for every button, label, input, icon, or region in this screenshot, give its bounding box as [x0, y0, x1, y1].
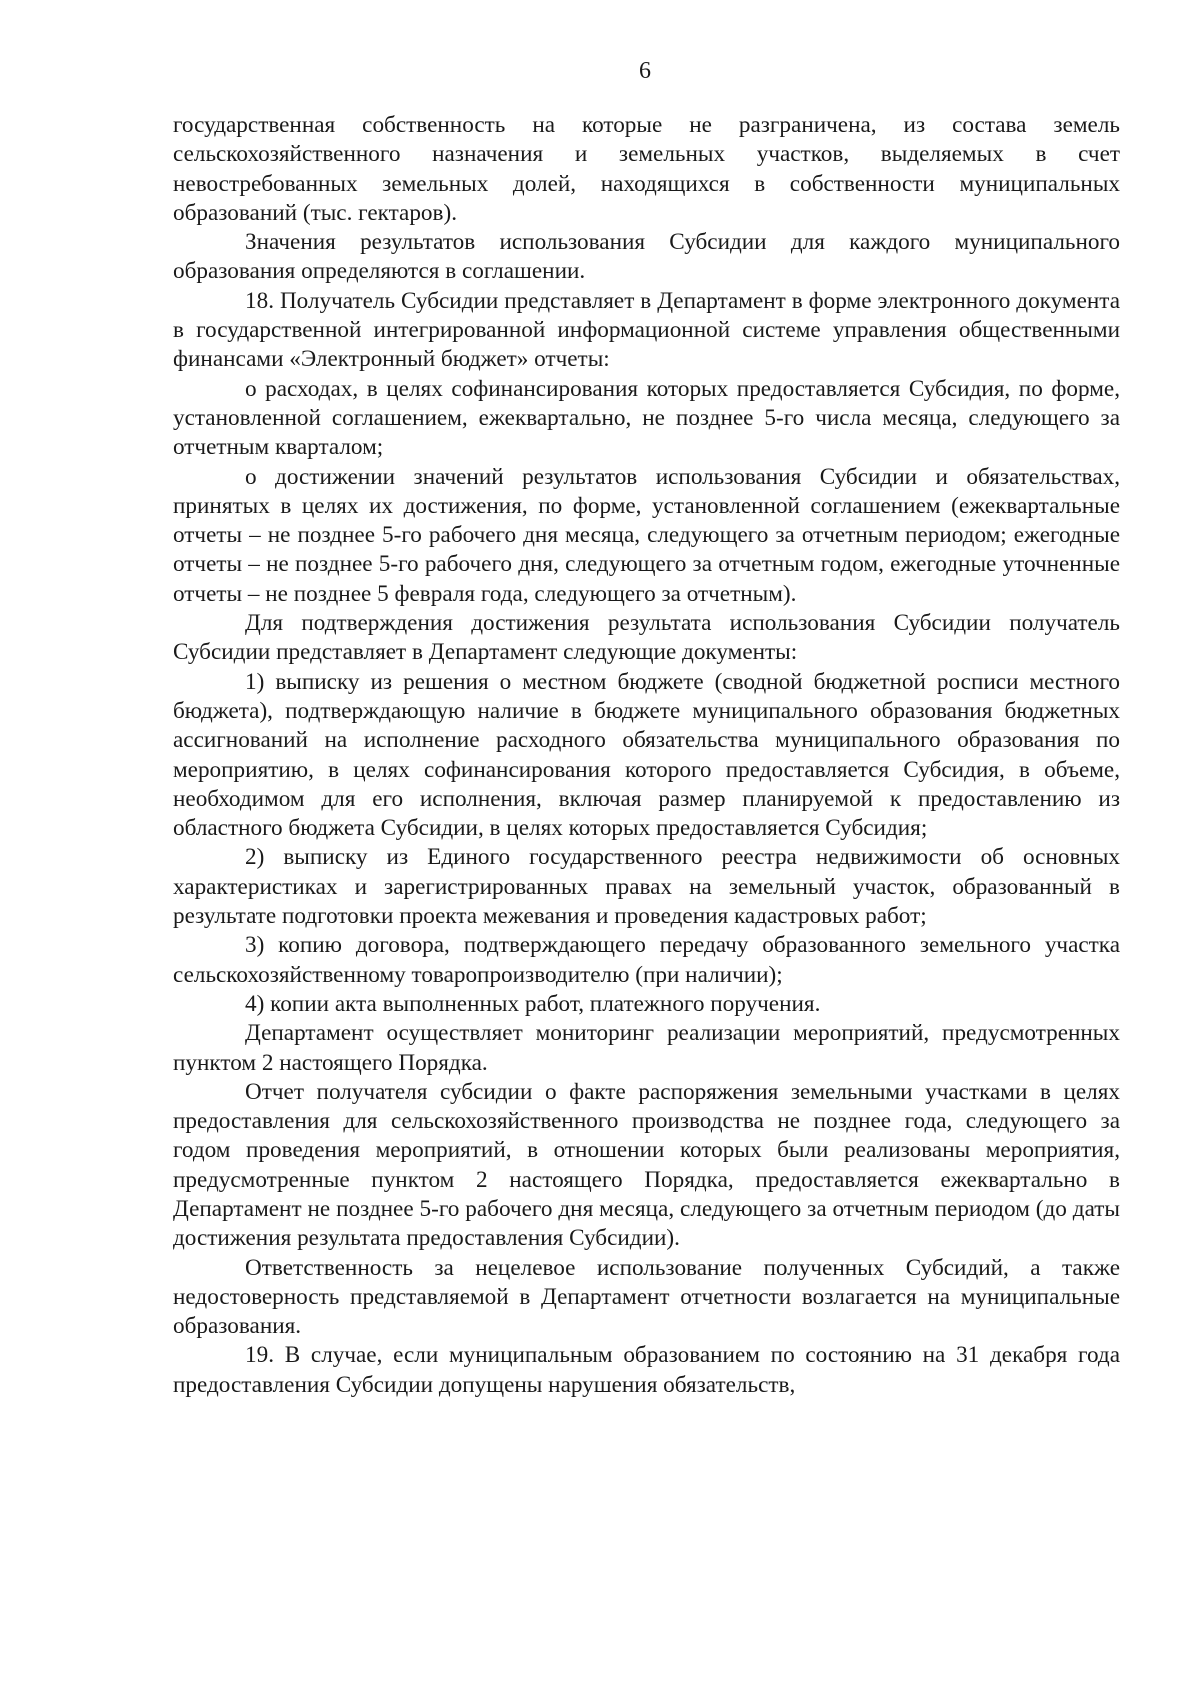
paragraph-expenses-report: о расходах, в целях софинансирования которых предоставляется Субсидия, по форме, установленной соглашением, ежеквартально, не позднее 5-го числа месяца, следующего за отчетным кварталом;	[173, 375, 1120, 461]
list-item-2: 2) выписку из Единого государственного реестра недвижимости об основных характеристиках и зарегистрированных правах на земельный участок, образованный в результате подготовки проекта межевания и проведения кадастровых работ;	[173, 844, 1120, 930]
paragraph-confirmation-documents: Для подтверждения достижения результата использования Субсидии получатель Субсидии представляет в Департамент следующие документы:	[173, 610, 1120, 666]
list-item-4: 4) копии акта выполненных работ, платежного поручения.	[245, 990, 821, 1017]
paragraph-achievement-report: о достижении значений результатов использования Субсидии и обязательствах, принятых в целях их достижения, по форме, установленной соглашением (ежеквартальные отчеты – не позднее 5-го рабочего дня месяца, следующего за отчетным периодом; ежегодные отчеты – не позднее 5-го рабочего дня, следующего за отчетным годом, ежегодные уточненные отчеты – не позднее 5 февраля года, следующего за отчетным).	[173, 463, 1120, 607]
list-item-3: 3) копию договора, подтверждающего передачу образованного земельного участка сельскохозяйственному товаропроизводителю (при наличии);	[173, 932, 1120, 988]
page-number: 6	[639, 58, 651, 84]
paragraph-continuation: государственная собственность на которые не разграничена, из состава земель сельскохозяйственного назначения и земельных участков, выделяемых в счет невостребованных земельных долей, находящихся в собственности муниципальных образований (тыс. гектаров).	[173, 112, 1120, 226]
paragraph-results-values: Значения результатов использования Субсидии для каждого муниципального образования определяются в соглашении.	[173, 229, 1120, 285]
paragraph-item-18: 18. Получатель Субсидии представляет в Департамент в форме электронного документа в государственной интегрированной информационной системе управления общественными финансами «Электронный бюджет» отчеты:	[173, 287, 1120, 373]
document-body	[173, 111, 1120, 1400]
paragraph-land-report: Отчет получателя субсидии о факте распоряжения земельными участками в целях предоставления для сельскохозяйственного производства не позднее года, следующего за годом проведения мероприятий, в отношении которых были реализованы мероприятия, предусмотренные пунктом 2 настоящего Порядка, предоставляется ежеквартально в Департамент не позднее 5-го рабочего дня месяца, следующего за отчетным периодом (до даты достижения результата предоставления Субсидии).	[173, 1078, 1120, 1252]
paragraph-responsibility: Ответственность за нецелевое использование полученных Субсидий, а также недостоверность представляемой в Департамент отчетности возлагается на муниципальные образования.	[173, 1254, 1120, 1340]
paragraph-monitoring: Департамент осуществляет мониторинг реализации мероприятий, предусмотренных пунктом 2 настоящего Порядка.	[173, 1020, 1120, 1076]
paragraph-item-19: 19. В случае, если муниципальным образованием по состоянию на 31 декабря года предоставления Субсидии допущены нарушения обязательств,	[173, 1342, 1120, 1398]
list-item-1: 1) выписку из решения о местном бюджете (сводной бюджетной росписи местного бюджета), подтверждающую наличие в бюджете муниципального образования бюджетных ассигнований на исполнение расходного обязательства муниципального образования по мероприятию, в целях софинансирования которого предоставляется Субсидия, в объеме, необходимом для его исполнения, включая размер планируемой к предоставлению из областного бюджета Субсидии, в целях которых предоставляется Субсидия;	[173, 668, 1120, 842]
